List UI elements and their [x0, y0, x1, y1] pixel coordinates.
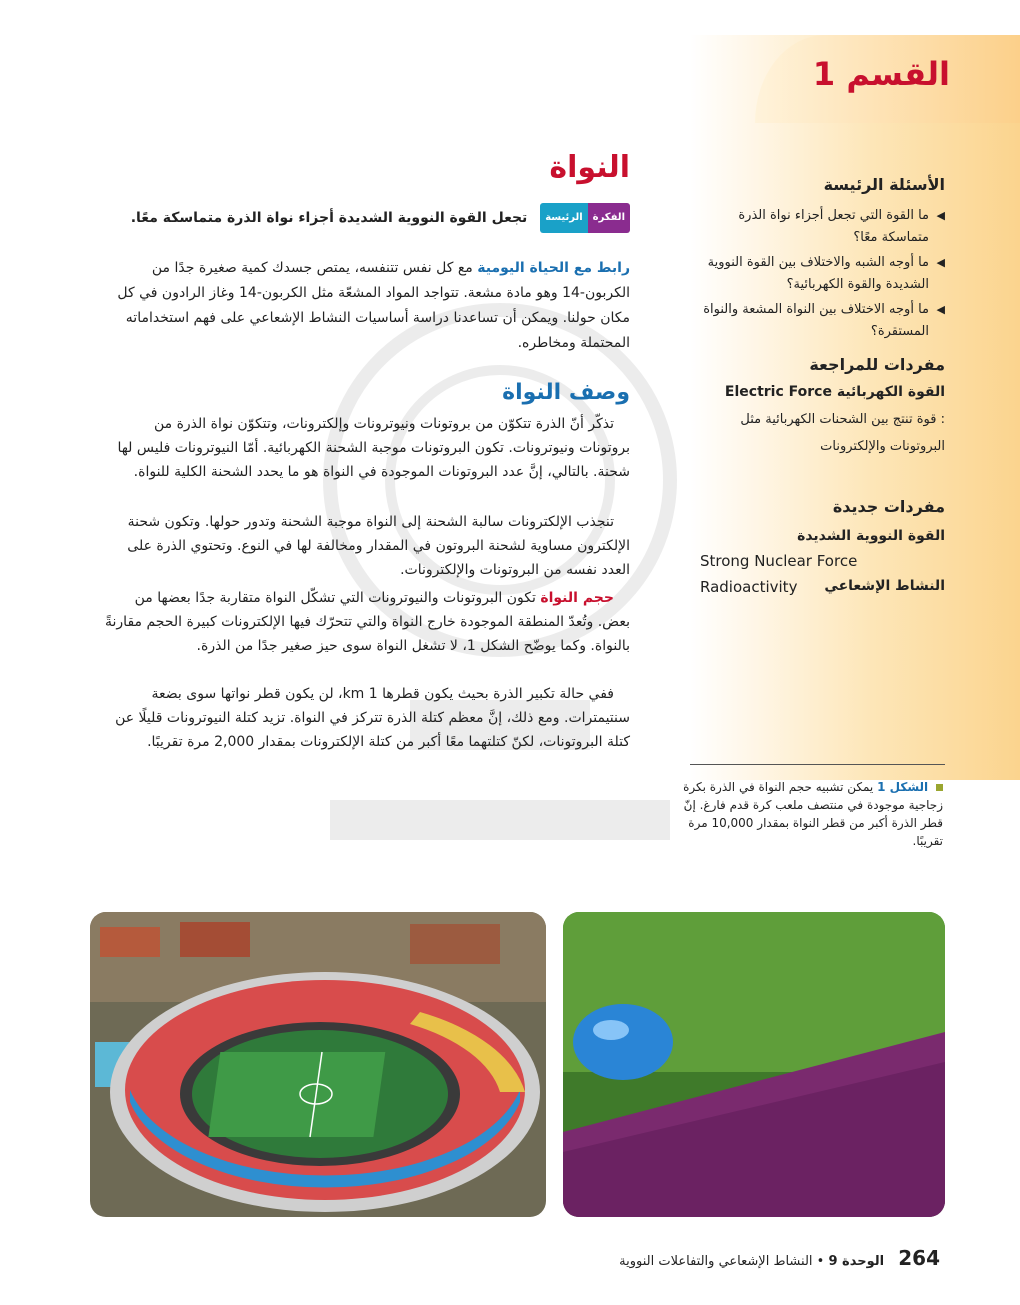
stadium-photo	[90, 912, 546, 1217]
review-definition: : قوة تنتج بين الشحنات الكهربائية مثل البروتونات والإلكترونات	[740, 412, 945, 454]
caption-marker-icon	[936, 784, 943, 791]
paragraph-4: ففي حالة تكبير الذرة بحيث يكون قطرها 1 km، لن يكون قطر نواتها سوى بضعة سنتيمترات. ومع ذلك، إنَّ معظم كتلة الذرة تتركز في النواة. تزيد كتلة النيوترونات قليلًا عن كتلة البروتونات، لكنّ كتلتهما معًا أكبر من كتلة الإلكترونات بمقدار 2,000 مرة تقريبًا.	[115, 686, 630, 750]
section-label: القسم	[846, 55, 950, 93]
questions-list	[690, 205, 945, 346]
footer-chapter: النشاط الإشعاعي والتفاعلات النووية	[619, 1254, 813, 1269]
new-term-ar: النشاط الإشعاعي	[824, 578, 945, 594]
main-idea	[100, 203, 630, 233]
page-footer	[540, 1246, 940, 1270]
new-vocab-title: مفردات جديدة	[832, 497, 945, 516]
badge-idea: الفكرة	[588, 203, 630, 233]
footer-separator: •	[816, 1254, 825, 1269]
question-item: ◀ ما أوجه الاختلاف بين النواة المشعة والنواة المستقرة؟	[690, 299, 945, 343]
main-idea-badge	[540, 203, 630, 233]
review-vocab-title: مفردات للمراجعة	[809, 355, 945, 374]
caption-divider	[690, 764, 945, 765]
new-term-row	[700, 578, 945, 596]
paragraph-1: تذكّر أنّ الذرة تتكوّن من بروتونات ونيوترونات وإلكترونات، وتتكوّن نواة الذرة من بروتونات ونيوترونات. تكون البروتونات موجبة الشحنة الكهربائية. أمّا النيوترونات فليس لها شحنة. بالتالي، إنَّ عدد البروتونات الموجودة في النواة هو ما يحدد الشحنة الكلية للنواة.	[117, 416, 630, 480]
figure-caption	[678, 778, 943, 850]
paragraph-2: تنجذب الإلكترونات سالبة الشحنة إلى النواة موجبة الشحنة وتدور حولها. وتكون شحنة الإلكترون مساوية لشحنة البروتون في المقدار ومخالفة لها في النوع. وتحتوي الذرة على العدد نفسه من البروتونات والإلكترونات.	[127, 514, 630, 578]
review-term: القوة الكهربائية Electric Force	[724, 384, 945, 400]
new-term-en: Strong Nuclear Force	[700, 552, 858, 570]
marble-photo	[563, 912, 945, 1217]
page-number: 264	[898, 1246, 940, 1270]
section-title	[813, 55, 950, 93]
real-world-text: مع كل نفس تتنفسه، يمتص جسدك كمية صغيرة جدًا من الكربون-14 وهو مادة مشعة. تتواجد المواد المشعّة مثل الكربون-14 وغاز الرادون في كل مكان حولنا. ويمكن أن تساعدنا دراسة أساسيات النشاط الإشعاعي على فهم استخداماته المحتملة ومخاطره.	[117, 260, 630, 351]
badge-main: الرئيسة	[540, 203, 587, 233]
new-term-en: Radioactivity	[700, 578, 798, 596]
question-item: ◀ ما القوة التي تجعل أجزاء نواة الذرة متماسكة معًا؟	[690, 205, 945, 249]
question-item: ◀ ما أوجه الشبه والاختلاف بين القوة النووية الشديدة والقوة الكهربائية؟	[690, 252, 945, 296]
page-title: النواة	[549, 150, 630, 185]
paragraph-3	[100, 586, 630, 658]
section-number: 1	[812, 55, 836, 93]
figure-caption-text: يمكن تشبيه حجم النواة في الذرة بكرة زجاجية موجودة في منتصف ملعب كرة قدم فارغ. إنّ قطر الذرة أكبر من قطر النواة بمقدار 10,000 مرة تقريبًا.	[683, 780, 943, 848]
size-label: حجم النواة	[540, 590, 614, 606]
questions-title: الأسئلة الرئيسة	[823, 175, 945, 194]
paragraph-3-text: تكون البروتونات والنيوترونات التي تشكّل النواة متقاربة جدًا بعضها من بعض. وتُعدّ المنطقة الموجودة خارج النواة والتي تتحرّك فيها الإلكترونات كبيرة الحجم مقارنةً بالنواة. وكما يوضّح الشكل 1، لا تشغل النواة سوى حيز صغير جدًا من الذرة.	[105, 590, 630, 654]
real-world-link	[100, 256, 630, 356]
footer-unit: الوحدة 9	[828, 1254, 885, 1269]
heading-describe-nucleus: وصف النواة	[502, 380, 630, 405]
figure-label: الشكل 1	[877, 780, 929, 794]
real-world-label: رابط مع الحياة اليومية	[477, 260, 630, 276]
new-term-en-wrap	[700, 552, 945, 570]
main-idea-text: تجعل القوة النووية الشديدة أجزاء نواة الذرة متماسكة معًا.	[130, 210, 528, 226]
new-term-ar: القوة النووية الشديدة	[797, 528, 945, 544]
